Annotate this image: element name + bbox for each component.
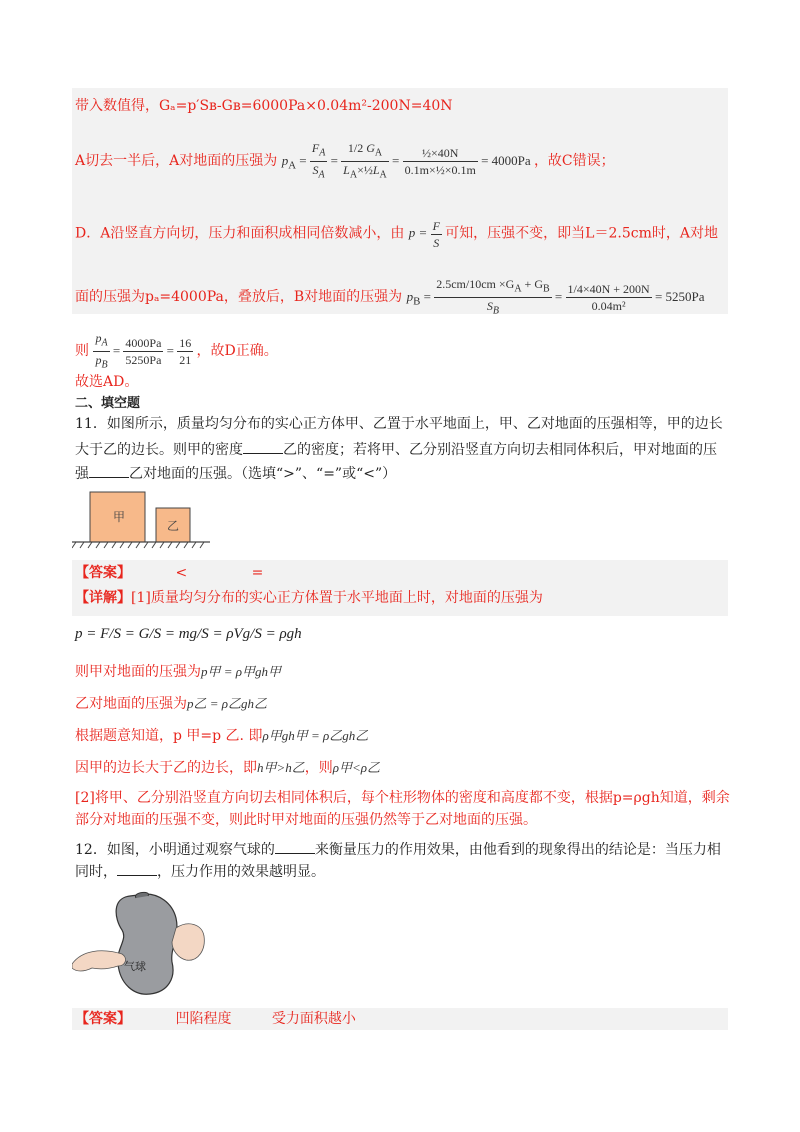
- q11-detail-6: [2]将甲、乙分别沿竖直方向切去相同体积后，每个柱形物体的密度和高度都不变，根据p=ρgh知道，剩余: [75, 790, 730, 806]
- eq-jia: p甲 = ρ甲gh甲: [201, 664, 282, 679]
- text-segment: 乙对地面的压强为: [75, 696, 187, 712]
- q11-line-1: 11．如图所示，质量均匀分布的实心正方体甲、乙置于水平地面上，甲、乙对地面的压强相等，甲的边长: [75, 416, 723, 432]
- answer-label: 【答案】: [75, 1011, 131, 1027]
- text-segment: 大于乙的边长。则甲的密度: [75, 442, 243, 458]
- q11-line-3: [75, 464, 396, 484]
- q12-line-1: [75, 840, 721, 860]
- q11-detail-7: 部分对地面的压强不变，则此时甲对地面的压强仍然等于乙对地面的压强。: [75, 812, 537, 828]
- pressure-a-formula: $p_A$ = $\frac{F_A}{S_A}$ = $\frac{1/2 G_A}{L_A\times\frac{1}{2}L_A}$ = $\frac{\text{½×40N}}{\text{0.1m×½×0.1m}}$ = 4000Pa: [281, 141, 531, 181]
- text-segment: 来衡量压力的作用效果，由他看到的现象得出的结论是：当压力相: [314, 842, 721, 858]
- ratio-numerator: 4000Pa: [125, 336, 162, 351]
- value-01m: 0.1m×: [404, 163, 436, 178]
- symbol-S: S: [486, 299, 493, 314]
- symbol-L: L: [343, 163, 350, 178]
- text-segment: 强: [75, 466, 89, 482]
- solution-line-3: [75, 218, 718, 251]
- ground-hatch: [72, 542, 204, 548]
- text-segment: ，则: [304, 760, 333, 776]
- solution-line-1: 带入数值得，Gₐ=p′Sʙ-Gʙ=6000Pa×0.04m²-200N=40N: [75, 98, 453, 114]
- q11-line-2: [75, 440, 717, 460]
- balloon-figure: [72, 888, 212, 1000]
- block-jia-label: 甲: [113, 510, 126, 524]
- text-segment: 则: [75, 342, 89, 359]
- q12-answer: [75, 1009, 356, 1029]
- value-forces: ×40N + 200N: [582, 282, 650, 297]
- answer-1: 凹陷程度: [175, 1011, 232, 1027]
- symbol-p: p: [406, 288, 414, 304]
- answer-blank-4[interactable]: [117, 875, 157, 876]
- detail-text: [1]质量均匀分布的实心正方体置于水平地面上时，对地面的压强为: [131, 590, 543, 606]
- text-segment: ，故D正确。: [196, 342, 278, 359]
- solution-line-2: [75, 140, 615, 184]
- answer-blank-3[interactable]: [275, 853, 315, 854]
- balloon-shape: [116, 894, 177, 994]
- text-segment: 因甲的边长大于乙的边长，即: [75, 760, 257, 776]
- q11-detail-4: [75, 726, 368, 746]
- right-hand: [172, 924, 204, 960]
- value-40n: ×40N: [431, 146, 459, 161]
- q11-answer: [75, 563, 263, 583]
- q12-line-2: [75, 862, 325, 882]
- q11-detail-5: [75, 758, 380, 778]
- symbol-p: p: [281, 152, 289, 168]
- eq-density: ρ甲<ρ乙: [332, 760, 381, 775]
- result-4000pa: = 4000Pa: [481, 152, 531, 168]
- eq-equal: ρ甲gh甲 = ρ乙gh乙: [262, 728, 369, 743]
- text-segment: 乙的密度；若将甲、乙分别沿竖直方向切去相同体积后，甲对地面的压: [283, 442, 717, 458]
- text-segment: ，故C错误；: [533, 152, 615, 169]
- answer-label: 【答案】: [75, 565, 131, 581]
- text-segment: 根据题意知道，p 甲=p 乙. 即: [75, 728, 263, 744]
- q11-detail-3: [75, 694, 267, 714]
- result-5250pa: = 5250Pa: [654, 288, 705, 304]
- num-2: 2: [357, 141, 364, 155]
- text-segment: 12．如图，小明通过观察气球的: [75, 842, 275, 858]
- symbol-gb: + G: [524, 277, 543, 291]
- text-segment: D．A沿竖直方向切，压力和面积成相同倍数减小，由: [75, 225, 405, 242]
- num-1: 1: [567, 282, 574, 297]
- eq-height: h甲>h乙: [257, 760, 305, 775]
- text-segment: 则甲对地面的压强为: [75, 664, 201, 680]
- pressure-b-formula: $p_B$ = $\frac{2.5cm/10cm \times G_A + G_B}{S_B}$ = $\frac{1/4\times 40N + 200N}{\text{0.04m²}}$ = 5250Pa: [406, 277, 705, 317]
- answer-blank-1[interactable]: [243, 453, 283, 454]
- answer-2: =: [251, 565, 264, 581]
- answer-2: 受力面积越小: [271, 1011, 356, 1027]
- value-10cm: 10cm: [469, 277, 496, 291]
- text-segment: A切去一半后，A对地面的压强为: [75, 152, 278, 169]
- ratio-denominator: 5250Pa: [125, 353, 162, 368]
- pressure-formula: [408, 219, 445, 250]
- num-1: 1: [347, 141, 354, 155]
- symbol-F: F: [432, 219, 440, 233]
- solution-line-5: [75, 330, 278, 374]
- value-01m-b: ×0.1m: [444, 163, 476, 178]
- text-segment: 面的压强为pₐ=4000Pa，叠放后，B对地面的压强为: [75, 288, 403, 305]
- num-4: 4: [576, 282, 583, 297]
- value-area: 0.04m²: [591, 299, 626, 314]
- ratio-21: 21: [179, 353, 192, 368]
- symbol-G: G: [366, 141, 375, 155]
- text-segment: 同时，: [75, 864, 117, 880]
- symbol-ga: ×G: [498, 277, 515, 291]
- symbol-S: S: [433, 236, 440, 250]
- q11-detail-1: [75, 588, 543, 608]
- text-segment: 可知，压强不变，即当L＝2.5cm时，A对地: [445, 225, 718, 242]
- left-hand: [72, 951, 125, 971]
- text-segment: 乙对地面的压强。（选填“>”、“=”或“<”）: [129, 466, 397, 482]
- value-25cm: 2.5cm: [436, 277, 466, 291]
- answer-1: <: [175, 565, 188, 581]
- block-yi-label: 乙: [167, 519, 180, 533]
- balloon-label: 气球: [124, 960, 146, 973]
- ratio-formula: $\frac{p_A}{p_B}$ = $\frac{4000Pa}{5250Pa}$ = $\frac{16}{21}$: [95, 331, 192, 371]
- blocks-figure: [72, 488, 212, 554]
- solution-line-4: [75, 276, 705, 320]
- symbol-S: S: [312, 163, 319, 178]
- solution-line-6: 故选AD。: [75, 374, 139, 390]
- eq-yi: p乙 = ρ乙gh乙: [187, 696, 268, 711]
- symbol-F: F: [311, 141, 320, 155]
- text-segment: ，压力作用的效果越明显。: [157, 864, 325, 880]
- answer-blank-2[interactable]: [89, 477, 129, 478]
- detail-label: 【详解】: [75, 590, 131, 606]
- density-pressure-equation: p = F/S = G/S = mg/S = ρVg/S = ρgh: [75, 626, 302, 642]
- q11-detail-2: [75, 662, 281, 682]
- section-heading: 二、填空题: [75, 396, 141, 411]
- ratio-16: 16: [179, 336, 192, 351]
- symbol-p: p =: [408, 225, 428, 241]
